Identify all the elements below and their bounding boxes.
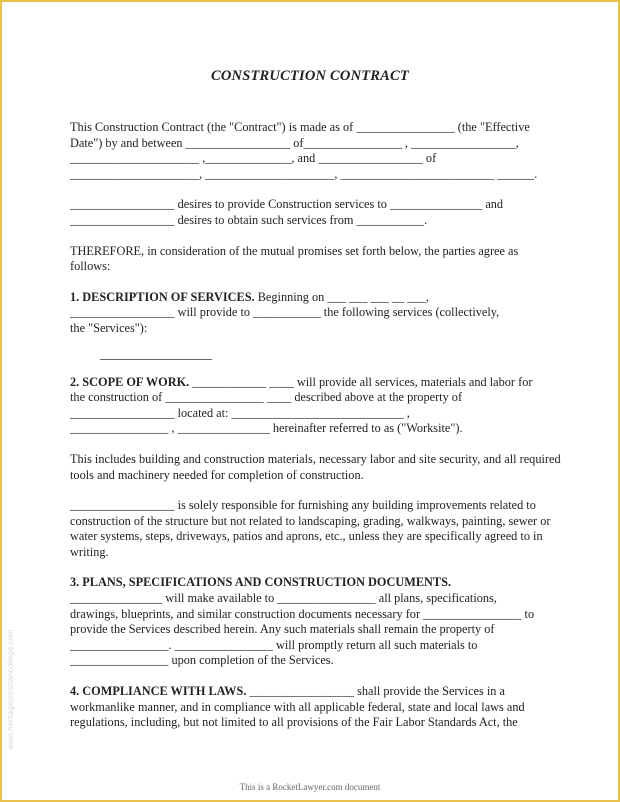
intro-line: _____________________, _____________________, _________________________ ______.: [70, 166, 538, 181]
section-4-text: _________________ shall provide the Services in a: [246, 684, 505, 699]
section-3-heading: 3. PLANS, SPECIFICATIONS AND CONSTRUCTION DOCUMENTS.: [70, 575, 452, 590]
intro-line: _____________________ ,______________, and _________________ of: [70, 151, 437, 166]
section-4-line: regulations, including, but not limited to all provisions of the Fair Labor Standards Act, the: [70, 715, 518, 730]
section-4: [70, 684, 550, 700]
section-2-line: ________________ , _______________ hereinafter referred to as ("Worksite").: [70, 421, 463, 436]
section-4-line: workmanlike manner, and in compliance with all applicable federal, state and local laws and: [70, 699, 525, 714]
section-3-line: ________________. ________________ will promptly return all such materials to: [70, 637, 478, 652]
section-2: [70, 375, 550, 391]
section-1-text: Beginning on ___ ___ ___ __ ___,: [254, 289, 429, 304]
document-footer: This is a RocketLawyer.com document: [239, 782, 381, 792]
section-2-heading: 2. SCOPE OF WORK.: [70, 374, 190, 389]
document-title: CONSTRUCTION CONTRACT: [211, 68, 409, 84]
section-2-line: the construction of ________________ ____ described above at the property of: [70, 390, 463, 405]
section-2-paragraph: water systems, steps, driveways, patios and aprons, etc., unless they are specifically agreed to in: [70, 529, 543, 544]
section-2-paragraph: tools and machinery needed for completion of construction.: [70, 467, 364, 482]
therefore-line: follows:: [70, 259, 111, 274]
section-1-line: _________________ will provide to ___________ the following services (collectively,: [70, 305, 500, 320]
section-2-paragraph: This includes building and construction materials, necessary labor and site security, and all required: [70, 451, 561, 466]
section-3-line: _______________ will make available to ________________ all plans, specifications,: [70, 591, 497, 606]
section-2-paragraph: construction of the structure but not related to landscaping, grading, walkways, painting, sewer or: [70, 513, 551, 528]
section-1: [70, 290, 550, 306]
section-2-paragraph: writing.: [70, 544, 109, 559]
therefore-line: THEREFORE, in consideration of the mutual promises set forth below, the parties agree as: [70, 243, 519, 258]
intro-line: Date") by and between _________________ of________________ , _________________,: [70, 135, 519, 150]
services-blank-line: [100, 347, 212, 360]
intro-line: This Construction Contract (the "Contract") is made as of ________________ (the "Effective: [70, 120, 530, 134]
document-page: [2, 2, 618, 800]
watermark: www.heritagechristiancollege.com: [6, 629, 15, 750]
section-3-line: provide the Services described herein. Any such materials shall remain the property of: [70, 622, 495, 637]
section-4-heading: 4. COMPLIANCE WITH LAWS.: [70, 684, 247, 699]
section-3-line: drawings, blueprints, and similar construction documents necessary for ________________ to: [70, 606, 535, 621]
section-2-line: _________________ located at: ____________________________ ,: [70, 405, 410, 420]
section-2-text: ____________ ____ will provide all services, materials and labor for: [189, 374, 533, 389]
parties-line: _________________ desires to obtain such services from ___________.: [70, 212, 428, 227]
section-2-paragraph: _________________ is solely responsible for furnishing any building improvements related to: [70, 498, 536, 513]
section-3-line: ________________ upon completion of the Services.: [70, 653, 334, 668]
parties-line: _________________ desires to provide Construction services to _______________ and: [70, 197, 504, 212]
document-body: [70, 120, 561, 731]
section-1-heading: 1. DESCRIPTION OF SERVICES.: [70, 289, 255, 304]
section-1-line: the "Services"):: [70, 320, 148, 335]
